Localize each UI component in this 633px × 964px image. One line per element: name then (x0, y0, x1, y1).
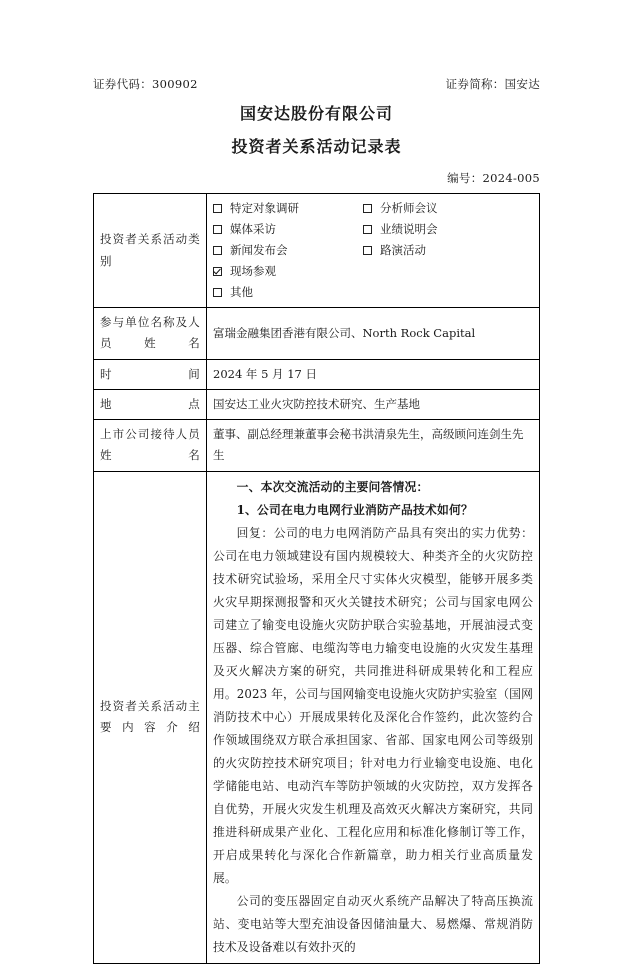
investor-relations-table (93, 193, 540, 964)
activity-type-options (207, 194, 540, 308)
content-answer-1-continued: 公司的变压器固定自动灭火系统产品解决了特高压换流站、变电站等大型充油设备因储油量大、易燃爆、常规消防技术及设备难以有效扑灭的 (213, 893, 533, 954)
checkbox-row-roadshow[interactable] (363, 240, 533, 261)
value-receptionists: 董事、副总经理兼董事会秘书洪清泉先生，高级顾问连剑生先生 (207, 420, 540, 472)
checkbox-label: 其他 (230, 285, 253, 299)
checkbox-row-site-visit[interactable] (213, 261, 363, 282)
checkbox-label: 新闻发布会 (230, 243, 288, 257)
table-row-receptionists (94, 420, 540, 472)
page-title: 投资者关系活动记录表 (231, 137, 402, 156)
checkbox-label: 媒体采访 (230, 222, 276, 236)
table-row-time (94, 359, 540, 389)
label-time: 时间 (94, 359, 207, 389)
checkbox-row-specific-research[interactable] (213, 198, 363, 219)
checkbox-checked-icon[interactable] (213, 267, 222, 276)
label-receptionists: 上市公司接待人员姓名 (94, 420, 207, 472)
label-participants: 参与单位名称及人员姓名 (94, 308, 207, 360)
value-location: 国安达工业火灾防控技术研究、生产基地 (207, 389, 540, 419)
table-row-location (94, 389, 540, 419)
content-answer-1: 回复：公司的电力电网消防产品具有突出的实力优势：公司在电力领域建设有国内规模较大、种类齐全的火灾防控技术研究试验场，采用全尺寸实体火灾模型，能够开展多类火灾早期探测报警和灭火关键技术研究；公司与国家电网公司建立了输变电设施火灾防护联合实验基地，开展油浸式变压器、综合管廊、电缆沟等电力输变电设施的火灾发生基理及灭火解决方案的研究，共同推进科研成果转化和工程应用。2023 年，公司与国网输变电设施火灾防护实验室（国网消防技术中心）开展成果转化及深化合作签约，此次签约合作领域围绕双方联合承担国家、省部、国家电网公司等级别的火灾防控技术研究项目；针对电力行业输变电设施、电化学储能电站、电动汽车等防护领域的火灾防控，双方发挥各自优势，开展火灾发生机理及高效灭火解决方案研究，共同推进科研成果产业化、工程化应用和标准化修制订等工作，开启成果转化与深化合作新篇章，助力相关行业高质量发展。 (213, 525, 533, 885)
table-row-main-content (94, 471, 540, 963)
checkbox-row-media-interview[interactable] (213, 219, 363, 240)
table-row-participants (94, 308, 540, 360)
security-info-row (93, 76, 540, 92)
checkbox-row-press-conference[interactable] (213, 240, 363, 261)
checkbox-icon[interactable] (213, 225, 222, 234)
security-code: 证券代码：300902 (93, 77, 198, 91)
main-content-cell (207, 471, 540, 963)
checkbox-icon[interactable] (213, 288, 222, 297)
label-location: 地点 (94, 389, 207, 419)
checkbox-icon[interactable] (363, 246, 372, 255)
checkbox-row-performance-briefing[interactable] (363, 219, 533, 240)
content-question-1: 1、公司在电力电网行业消防产品技术如何？ (236, 502, 473, 517)
document-number: 编号：2024-005 (447, 171, 540, 185)
value-time: 2024 年 5 月 17 日 (207, 359, 540, 389)
checkbox-label: 分析师会议 (380, 201, 438, 215)
company-title: 国安达股份有限公司 (239, 104, 393, 123)
content-section-heading: 一、本次交流活动的主要问答情况： (236, 479, 429, 494)
checkbox-row-other[interactable] (213, 282, 363, 303)
checkbox-icon[interactable] (363, 204, 372, 213)
checkbox-icon[interactable] (363, 225, 372, 234)
checkbox-grid (213, 198, 533, 303)
security-name: 证券简称：国安达 (445, 77, 540, 91)
checkbox-icon[interactable] (213, 246, 222, 255)
value-participants: 富瑞金融集团香港有限公司、North Rock Capital (207, 308, 540, 360)
checkbox-label: 现场参观 (230, 264, 276, 278)
label-main-content: 投资者关系活动主要内容介绍 (94, 471, 207, 963)
checkbox-row-analyst-meeting[interactable] (363, 198, 533, 219)
label-activity-type: 投资者关系活动类别 (94, 194, 207, 308)
checkbox-label: 路演活动 (380, 243, 426, 257)
table-row-activity-type (94, 194, 540, 308)
checkbox-icon[interactable] (213, 204, 222, 213)
checkbox-label: 业绩说明会 (380, 222, 438, 236)
checkbox-label: 特定对象调研 (230, 201, 299, 215)
